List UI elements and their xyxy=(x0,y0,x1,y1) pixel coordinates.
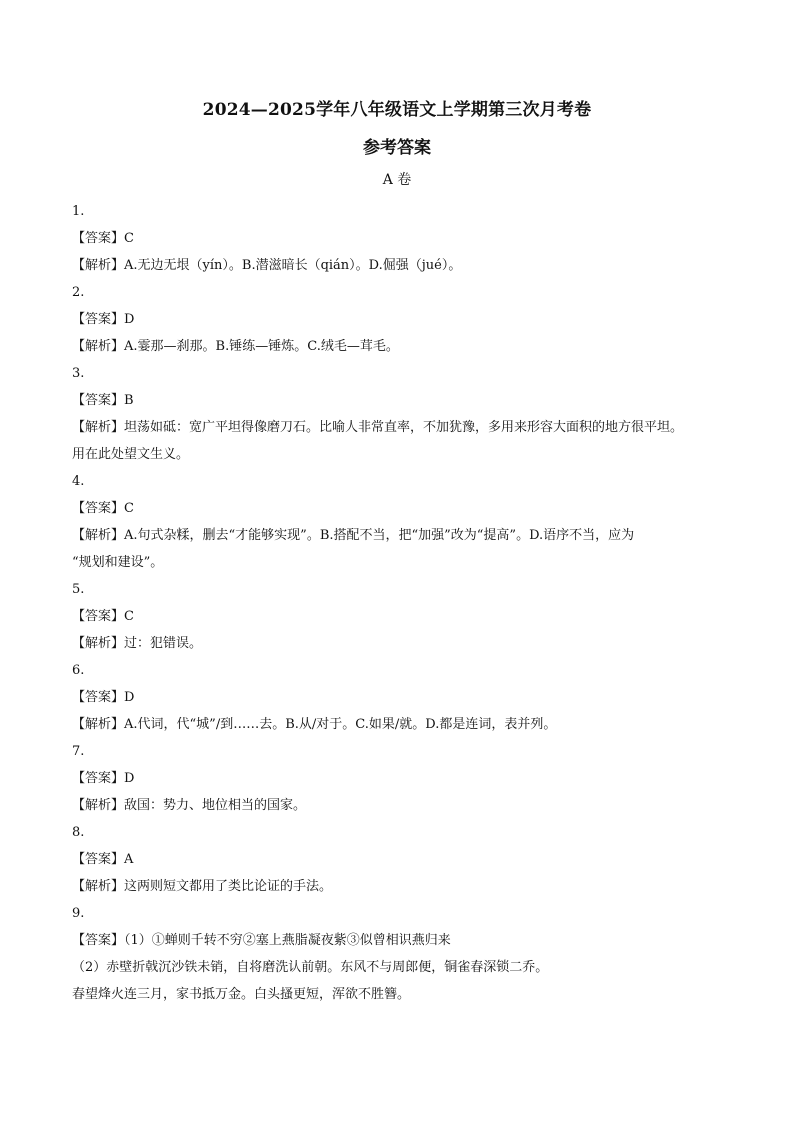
analysis-line: 【解析】A.霎那—刹那。B.锤练—锤炼。C.绒毛—茸毛。 xyxy=(72,339,399,354)
answer-line: 【答案】C xyxy=(72,609,134,624)
answer-line: 【答案】B xyxy=(72,393,134,408)
analysis-line: 【解析】坦荡如砥：宽广平坦得像磨刀石。比喻人非常直率，不加犹豫，多用来形容大面积的地方很平坦。 xyxy=(72,420,684,435)
analysis-line: 【解析】过：犯错误。 xyxy=(72,636,203,651)
answer-line: 【答案】D xyxy=(72,771,135,786)
question-number: 1. xyxy=(72,204,85,219)
page-title: 2024—2025学年八年级语文上学期第三次月考卷 xyxy=(202,100,592,120)
question-number: 9. xyxy=(72,906,85,921)
answer-line: 【答案】（1）①蝉则千转不穷②塞上燕脂凝夜紫③似曾相识燕归来 xyxy=(72,933,451,948)
analysis-line: 【解析】这两则短文都用了类比论证的手法。 xyxy=(72,879,333,894)
answer-continuation-line: （2）赤壁折戟沉沙铁未销，自将磨洗认前朝。东风不与周郎便，铜雀春深锁二乔。 xyxy=(72,960,549,975)
answer-line: 【答案】C xyxy=(72,501,134,516)
question-number: 3. xyxy=(72,366,85,381)
question-number: 5. xyxy=(72,582,85,597)
question-number: 7. xyxy=(72,744,85,759)
analysis-line: 【解析】A.无边无垠（yín）。B.潜滋暗长（qián）。D.倔强（jué）。 xyxy=(72,258,462,273)
analysis-line: “规划和建设”。 xyxy=(72,555,164,570)
question-number: 6. xyxy=(72,663,85,678)
analysis-line: 用在此处望文生义。 xyxy=(72,447,190,462)
analysis-line: 【解析】敌国：势力、地位相当的国家。 xyxy=(72,798,307,813)
answer-line: 【答案】A xyxy=(72,852,134,867)
answer-list xyxy=(72,198,732,1008)
answer-line: 【答案】D xyxy=(72,690,135,705)
answer-continuation-line: 春望烽火连三月，家书抵万金。白头搔更短，浑欲不胜簪。 xyxy=(72,987,411,1002)
question-number: 8. xyxy=(72,825,85,840)
answer-line: 【答案】D xyxy=(72,312,135,327)
analysis-line: 【解析】A.代词，代“城”/到……去。B.从/对于。C.如果/就。D.都是连词，表并列。 xyxy=(72,717,557,732)
question-number: 2. xyxy=(72,285,85,300)
section-heading: A 卷 xyxy=(382,172,412,188)
page-subtitle: 参考答案 xyxy=(363,138,431,158)
answer-line: 【答案】C xyxy=(72,231,134,246)
question-number: 4. xyxy=(72,474,85,489)
analysis-line: 【解析】A.句式杂糅，删去“才能够实现”。B.搭配不当，把“加强”改为“提高”。D.语序不当，应为 xyxy=(72,528,635,543)
